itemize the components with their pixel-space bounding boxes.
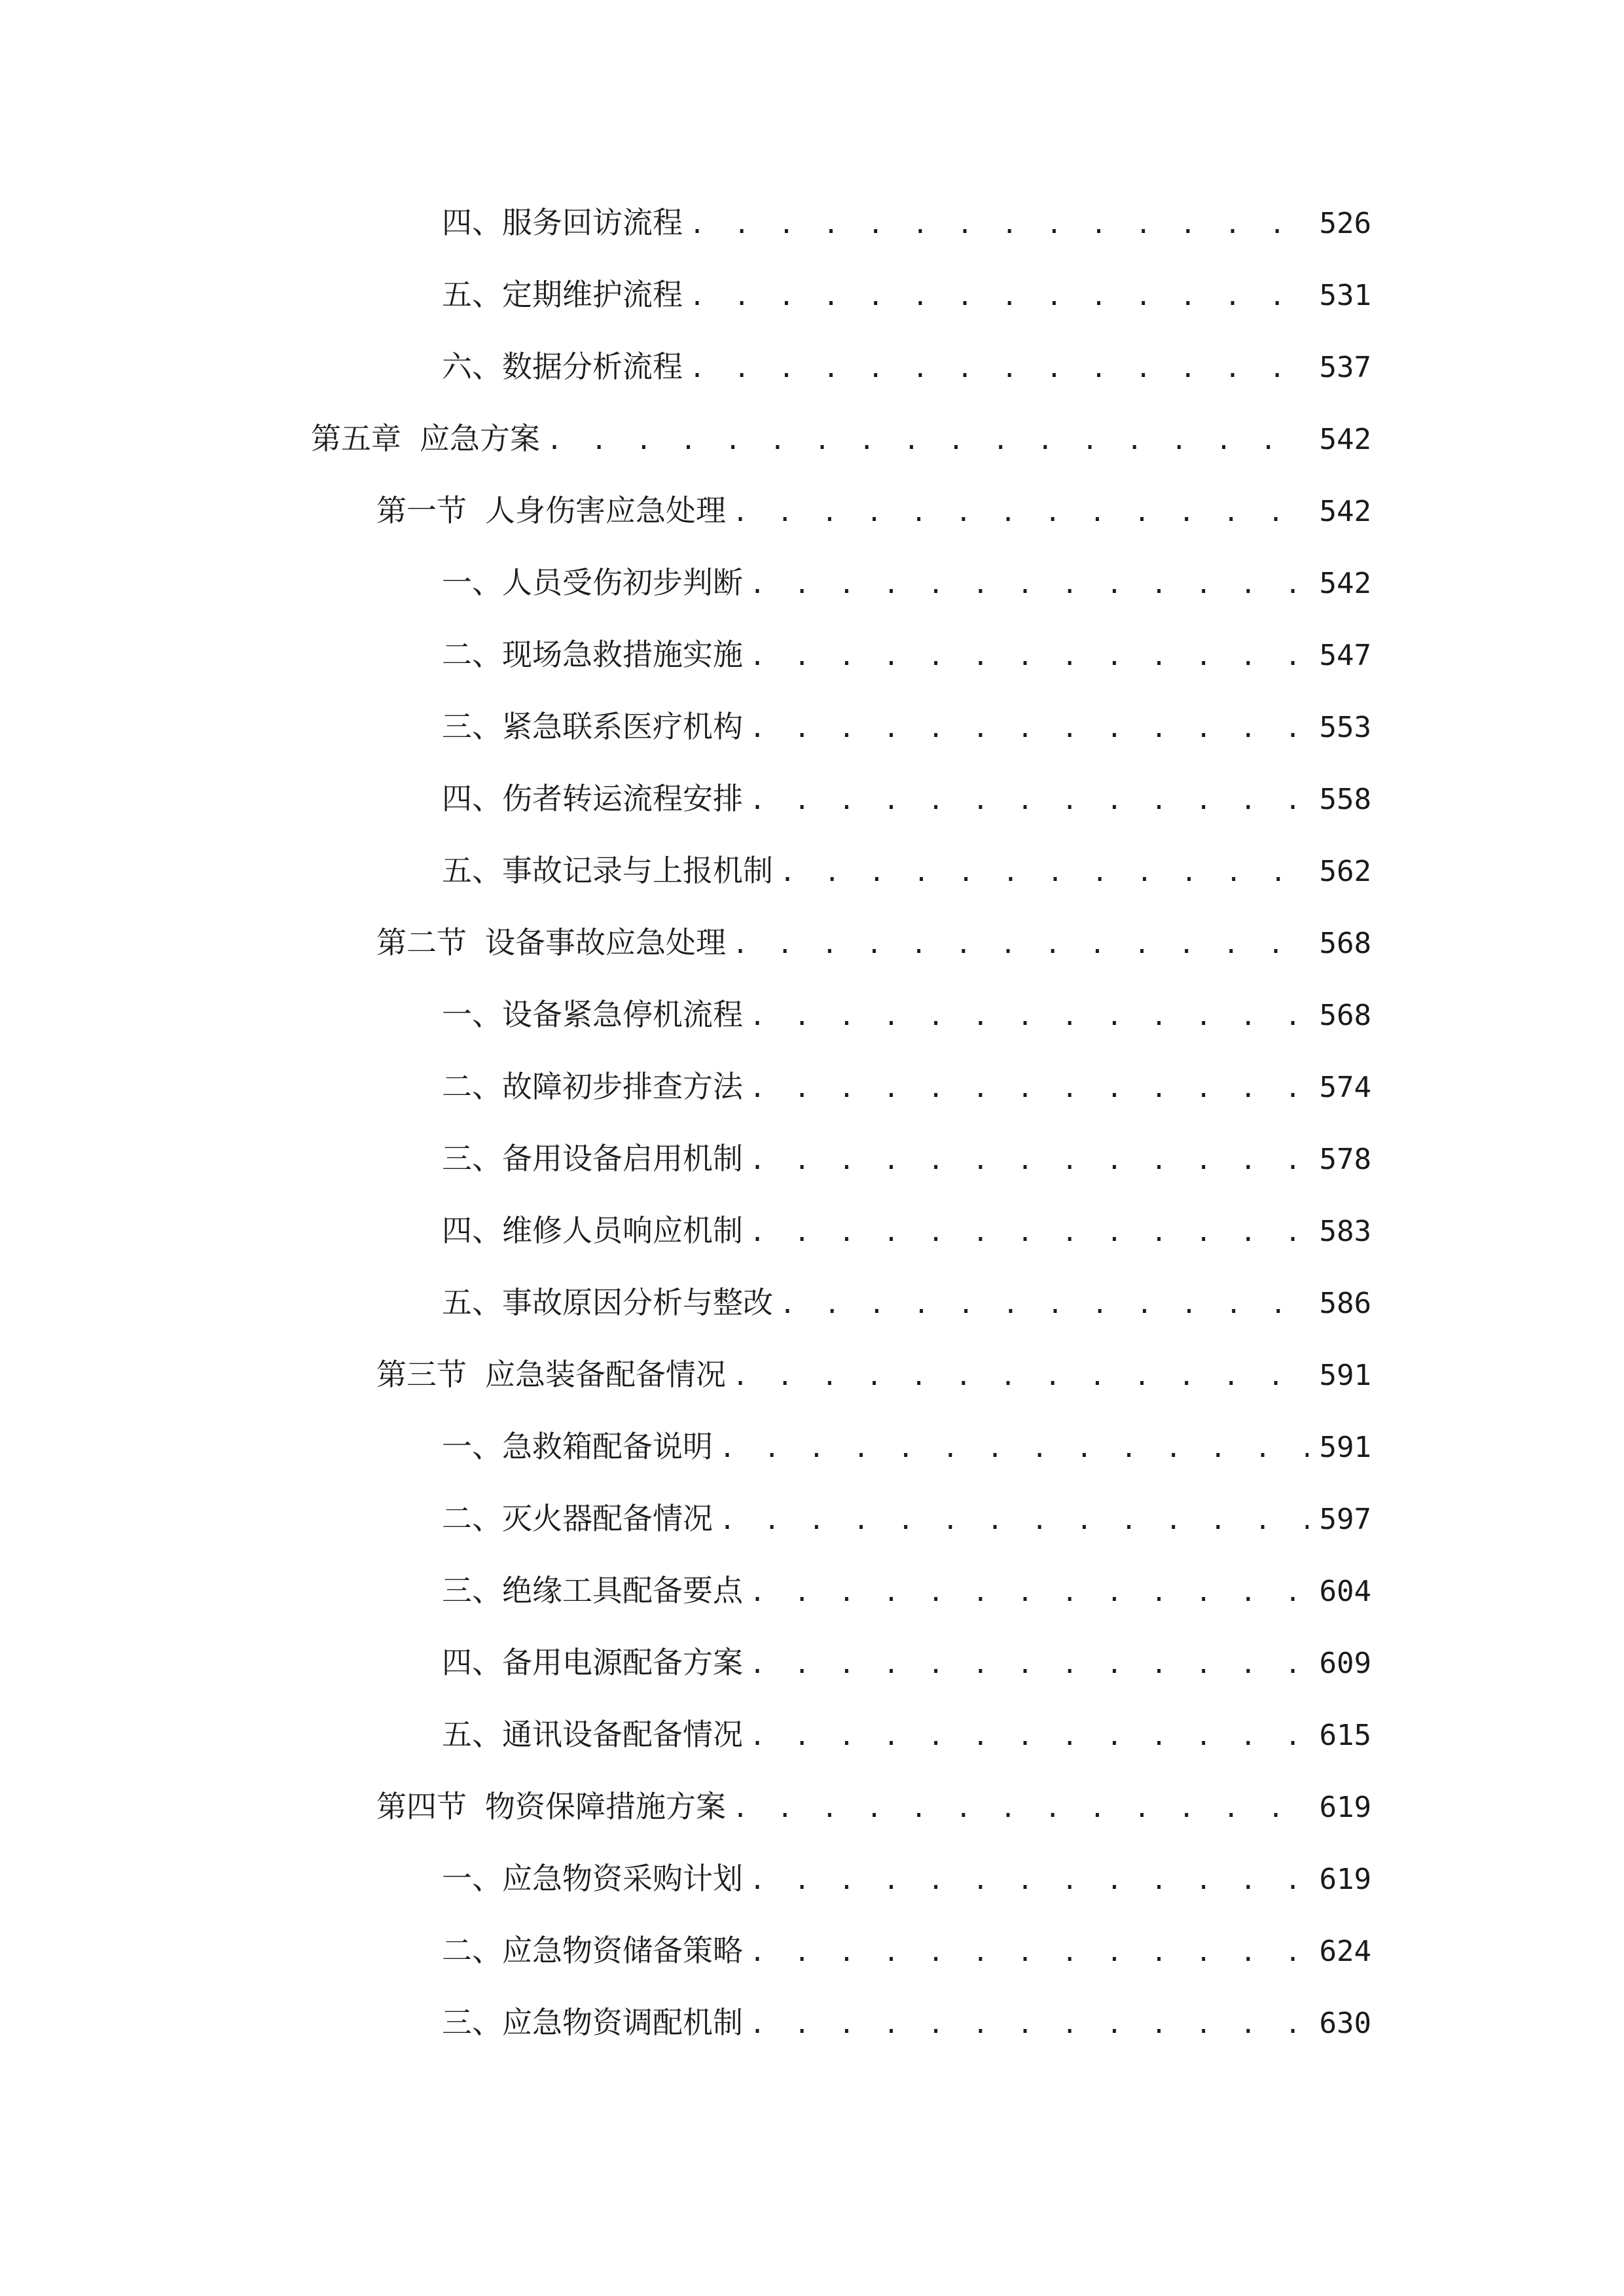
toc-entry[interactable] xyxy=(442,1492,1371,1545)
toc-entry-page: 568 xyxy=(1319,927,1371,960)
dot-leader xyxy=(749,1998,1308,2051)
toc-entry-number: 五、 xyxy=(442,853,502,888)
toc-entry-number: 六、 xyxy=(442,349,502,384)
dot-leader xyxy=(732,918,1308,971)
toc-entry-page: 591 xyxy=(1319,1359,1371,1392)
toc-entry-page: 537 xyxy=(1319,351,1371,384)
toc-entry-number: 一、 xyxy=(442,565,502,600)
toc-entry[interactable] xyxy=(376,484,1371,537)
toc-entry[interactable] xyxy=(376,1780,1371,1833)
toc-entry-page: 624 xyxy=(1319,1935,1371,1968)
toc-entry[interactable] xyxy=(442,1852,1371,1905)
dot-leader xyxy=(749,1206,1308,1259)
toc-entry-number: 四、 xyxy=(442,1645,502,1680)
toc-entry-page: 526 xyxy=(1319,207,1371,240)
dot-leader xyxy=(749,702,1308,755)
toc-entry-title: 服务回访流程 xyxy=(502,205,683,240)
toc-entry-title: 事故记录与上报机制 xyxy=(502,853,773,888)
toc-entry-page: 553 xyxy=(1319,711,1371,744)
toc-entry-page: 574 xyxy=(1319,1071,1371,1104)
toc-entry[interactable] xyxy=(442,844,1371,897)
toc-entry[interactable] xyxy=(442,1204,1371,1257)
dot-leader xyxy=(780,1278,1308,1331)
dot-leader xyxy=(689,270,1308,323)
toc-entry-page: 597 xyxy=(1319,1503,1371,1536)
toc-entry[interactable] xyxy=(442,196,1371,249)
dot-leader xyxy=(749,1854,1308,1907)
dot-leader xyxy=(719,1422,1308,1475)
dot-leader xyxy=(749,1134,1308,1187)
toc-entry-page: 615 xyxy=(1319,1719,1371,1752)
dot-leader xyxy=(749,1926,1308,1979)
toc-entry-title: 设备紧急停机流程 xyxy=(502,997,743,1032)
dot-leader xyxy=(547,414,1308,467)
toc-entry[interactable] xyxy=(442,268,1371,321)
toc-entry-number: 第二节 xyxy=(376,925,467,960)
toc-entry-title: 设备事故应急处理 xyxy=(485,925,726,960)
dot-leader xyxy=(749,1710,1308,1763)
toc-entry-title: 人员受伤初步判断 xyxy=(502,565,743,600)
toc-entry-title: 灭火器配备情况 xyxy=(502,1501,713,1536)
toc-entry[interactable] xyxy=(311,412,1371,465)
toc-entry-page: 531 xyxy=(1319,279,1371,312)
toc-entry-number: 第三节 xyxy=(376,1357,467,1392)
toc-entry[interactable] xyxy=(442,1636,1371,1689)
dot-leader xyxy=(749,990,1308,1043)
toc-entry-number: 第四节 xyxy=(376,1789,467,1824)
toc-entry-title: 备用电源配备方案 xyxy=(502,1645,743,1680)
toc-entry-number: 一、 xyxy=(442,997,502,1032)
toc-entry[interactable] xyxy=(442,700,1371,753)
toc-entry[interactable] xyxy=(442,1132,1371,1185)
toc-entry-number: 二、 xyxy=(442,1501,502,1536)
toc-entry-title: 人身伤害应急处理 xyxy=(485,493,726,528)
toc-entry-number: 四、 xyxy=(442,781,502,816)
dot-leader xyxy=(749,630,1308,683)
toc-entry-title: 应急装备配备情况 xyxy=(485,1357,726,1392)
toc-entry-title: 备用设备启用机制 xyxy=(502,1141,743,1176)
toc-entry[interactable] xyxy=(442,772,1371,825)
toc-entry-title: 应急物资采购计划 xyxy=(502,1861,743,1896)
toc-entry-title: 绝缘工具配备要点 xyxy=(502,1573,743,1608)
dot-leader xyxy=(749,1566,1308,1619)
toc-entry-page: 542 xyxy=(1319,567,1371,600)
toc-entry-number: 一、 xyxy=(442,1429,502,1464)
toc-entry-number: 五、 xyxy=(442,1717,502,1752)
toc-entry-number: 二、 xyxy=(442,1933,502,1968)
toc-entry-number: 二、 xyxy=(442,1069,502,1104)
dot-leader xyxy=(732,1350,1308,1403)
dot-leader xyxy=(719,1494,1308,1547)
toc-entry[interactable] xyxy=(376,916,1371,969)
toc-entry-title: 维修人员响应机制 xyxy=(502,1213,743,1248)
toc-entry-page: 630 xyxy=(1319,2007,1371,2040)
toc-entry-title: 急救箱配备说明 xyxy=(502,1429,713,1464)
toc-entry-number: 三、 xyxy=(442,709,502,744)
toc-entry-page: 586 xyxy=(1319,1287,1371,1320)
toc-entry-title: 事故原因分析与整改 xyxy=(502,1285,773,1320)
toc-entry-title: 故障初步排查方法 xyxy=(502,1069,743,1104)
toc-entry-page: 562 xyxy=(1319,855,1371,888)
toc-entry-number: 四、 xyxy=(442,205,502,240)
toc-entry[interactable] xyxy=(442,628,1371,681)
dot-leader xyxy=(749,774,1308,827)
toc-entry-page: 604 xyxy=(1319,1575,1371,1608)
toc-entry-number: 四、 xyxy=(442,1213,502,1248)
toc-entry-title: 物资保障措施方案 xyxy=(485,1789,726,1824)
toc-entry-number: 三、 xyxy=(442,1141,502,1176)
toc-entry[interactable] xyxy=(442,1420,1371,1473)
dot-leader xyxy=(749,1062,1308,1115)
dot-leader xyxy=(749,1638,1308,1691)
dot-leader xyxy=(689,198,1308,251)
toc-entry-title: 定期维护流程 xyxy=(502,277,683,312)
toc-entry[interactable] xyxy=(442,1564,1371,1617)
toc-entry-title: 通讯设备配备情况 xyxy=(502,1717,743,1752)
toc-entry-page: 547 xyxy=(1319,639,1371,672)
toc-entry-title: 紧急联系医疗机构 xyxy=(502,709,743,744)
toc-entry-page: 583 xyxy=(1319,1215,1371,1248)
toc-entry-number: 三、 xyxy=(442,1573,502,1608)
toc-entry-page: 542 xyxy=(1319,423,1371,456)
toc-entry[interactable] xyxy=(442,1276,1371,1329)
toc-entry[interactable] xyxy=(442,556,1371,609)
toc-entry-title: 现场急救措施实施 xyxy=(502,637,743,672)
toc-entry-page: 542 xyxy=(1319,495,1371,528)
toc-entry[interactable] xyxy=(442,1060,1371,1113)
toc-entry-page: 558 xyxy=(1319,783,1371,816)
toc-entry-number: 三、 xyxy=(442,2005,502,2040)
toc-entry-page: 609 xyxy=(1319,1647,1371,1680)
dot-leader xyxy=(689,342,1308,395)
toc-entry[interactable] xyxy=(376,1348,1371,1401)
dot-leader xyxy=(749,558,1308,611)
toc-entry[interactable] xyxy=(442,1924,1371,1977)
toc-entry-number: 第五章 xyxy=(311,421,401,456)
dot-leader xyxy=(780,846,1308,899)
toc-entry-page: 568 xyxy=(1319,999,1371,1032)
toc-entry-number: 第一节 xyxy=(376,493,467,528)
toc-entry-number: 五、 xyxy=(442,1285,502,1320)
toc-entry[interactable] xyxy=(442,1996,1371,2049)
toc-entry[interactable] xyxy=(442,1708,1371,1761)
dot-leader xyxy=(732,1782,1308,1835)
toc-entry[interactable] xyxy=(442,340,1371,393)
toc-entry-title: 应急方案 xyxy=(420,421,540,456)
toc-entry-page: 591 xyxy=(1319,1431,1371,1464)
dot-leader xyxy=(732,486,1308,539)
toc-entry-page: 619 xyxy=(1319,1863,1371,1896)
toc-entry-page: 619 xyxy=(1319,1791,1371,1824)
toc-entry-page: 578 xyxy=(1319,1143,1371,1176)
toc-entry-title: 数据分析流程 xyxy=(502,349,683,384)
toc-entry-title: 应急物资调配机制 xyxy=(502,2005,743,2040)
toc-entry-number: 二、 xyxy=(442,637,502,672)
toc-entry-title: 应急物资储备策略 xyxy=(502,1933,743,1968)
toc-entry[interactable] xyxy=(442,988,1371,1041)
toc-entry-number: 五、 xyxy=(442,277,502,312)
toc-entry-number: 一、 xyxy=(442,1861,502,1896)
toc-entry-title: 伤者转运流程安排 xyxy=(502,781,743,816)
